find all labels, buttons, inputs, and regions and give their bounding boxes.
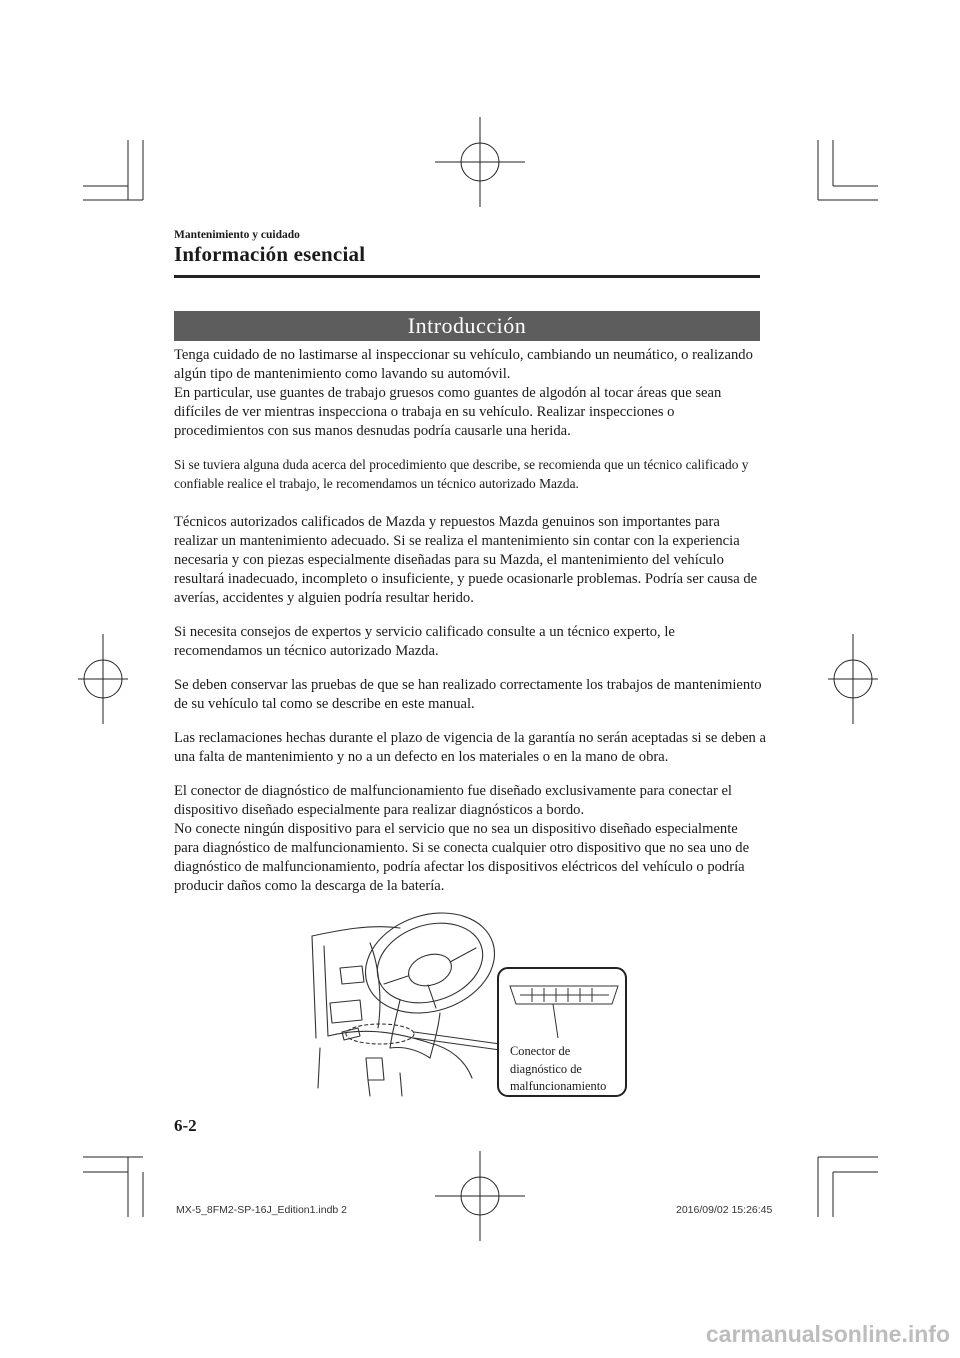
paragraph: Las reclamaciones hechas durante el plazo de vigencia de la garantía no serán aceptadas si se deben a una falta de mantenimiento y no a un defecto en los materiales o en la mano de obra.	[174, 730, 766, 765]
body-text	[174, 346, 766, 911]
section-label: Mantenimiento y cuidado	[174, 229, 300, 241]
callout-line: diagnóstico de	[510, 1061, 582, 1076]
paragraph-injury-caution	[174, 346, 766, 441]
title-rule	[174, 275, 760, 278]
paragraph-sentence: No conecte ningún dispositivo para el servicio que no sea un dispositivo diseñado especialmente para diagnóstico de malfuncionamiento. Si se conecta cualquier otro dispositivo que no sea uno de diagnóstico de malfuncionamiento, podría afectar los dispositivos eléctricos del vehículo o podría producir daños como la descarga de la batería.	[174, 821, 750, 894]
watermark-link[interactable]: carmanualsonline.info	[705, 1321, 950, 1347]
footer-file: MX-5_8FM2-SP-16J_Edition1.indb 2	[176, 1204, 348, 1216]
paragraph-diagnostic	[174, 782, 766, 896]
paragraph-sentence: Tenga cuidado de no lastimarse al inspeccionar su vehículo, cambiando un neumático, o realizando algún tipo de mantenimiento como lavando su automóvil.	[174, 347, 753, 382]
footer-timestamp: 2016/09/02 15:26:45	[676, 1204, 773, 1216]
paragraph: Se deben conservar las pruebas de que se han realizado correctamente los trabajos de mantenimiento de su vehículo tal como se describe en este manual.	[174, 677, 762, 712]
section-banner: Introducción	[174, 311, 760, 341]
paragraph-sentence: El conector de diagnóstico de malfuncionamiento fue diseñado exclusivamente para conectar el dispositivo diseñado especialmente para realizar diagnósticos a bordo.	[174, 783, 732, 818]
callout-label-diagnostic-connector	[510, 1043, 626, 1096]
paragraph: Técnicos autorizados calificados de Mazda y repuestos Mazda genuinos son importantes para realizar un mantenimiento adecuado. Si se realiza el mantenimiento sin contar con la experiencia necesaria y con piezas especialmente diseñadas para su Mazda, el mantenimiento del vehículo resultará inadecuado, incompleto o insuficiente, y puede ocasionarle problemas. Podría ser causa de averías, accidentes y alguien podría resultar herido.	[174, 514, 758, 606]
page-title: Información esencial	[174, 242, 366, 266]
paragraph: Si necesita consejos de expertos y servicio calificado consulte a un técnico experto, le recomendamos un técnico autorizado Mazda.	[174, 624, 675, 659]
page-number: 6-2	[174, 1116, 197, 1135]
paragraph-sentence: En particular, use guantes de trabajo gruesos como guantes de algodón al tocar áreas que sean difíciles de ver mientras inspecciona o trabaja en su vehículo. Realizar inspecciones o procedimientos con sus manos desnudas podría causarle una herida.	[174, 385, 722, 439]
paragraph-note: Si se tuviera alguna duda acerca del procedimiento que describe, se recomienda que un técnico calificado y confiable realice el trabajo, le recomendamos un técnico autorizado Mazda.	[174, 457, 749, 491]
callout-line: Conector de	[510, 1044, 571, 1058]
callout-line: malfuncionamiento	[510, 1079, 607, 1093]
